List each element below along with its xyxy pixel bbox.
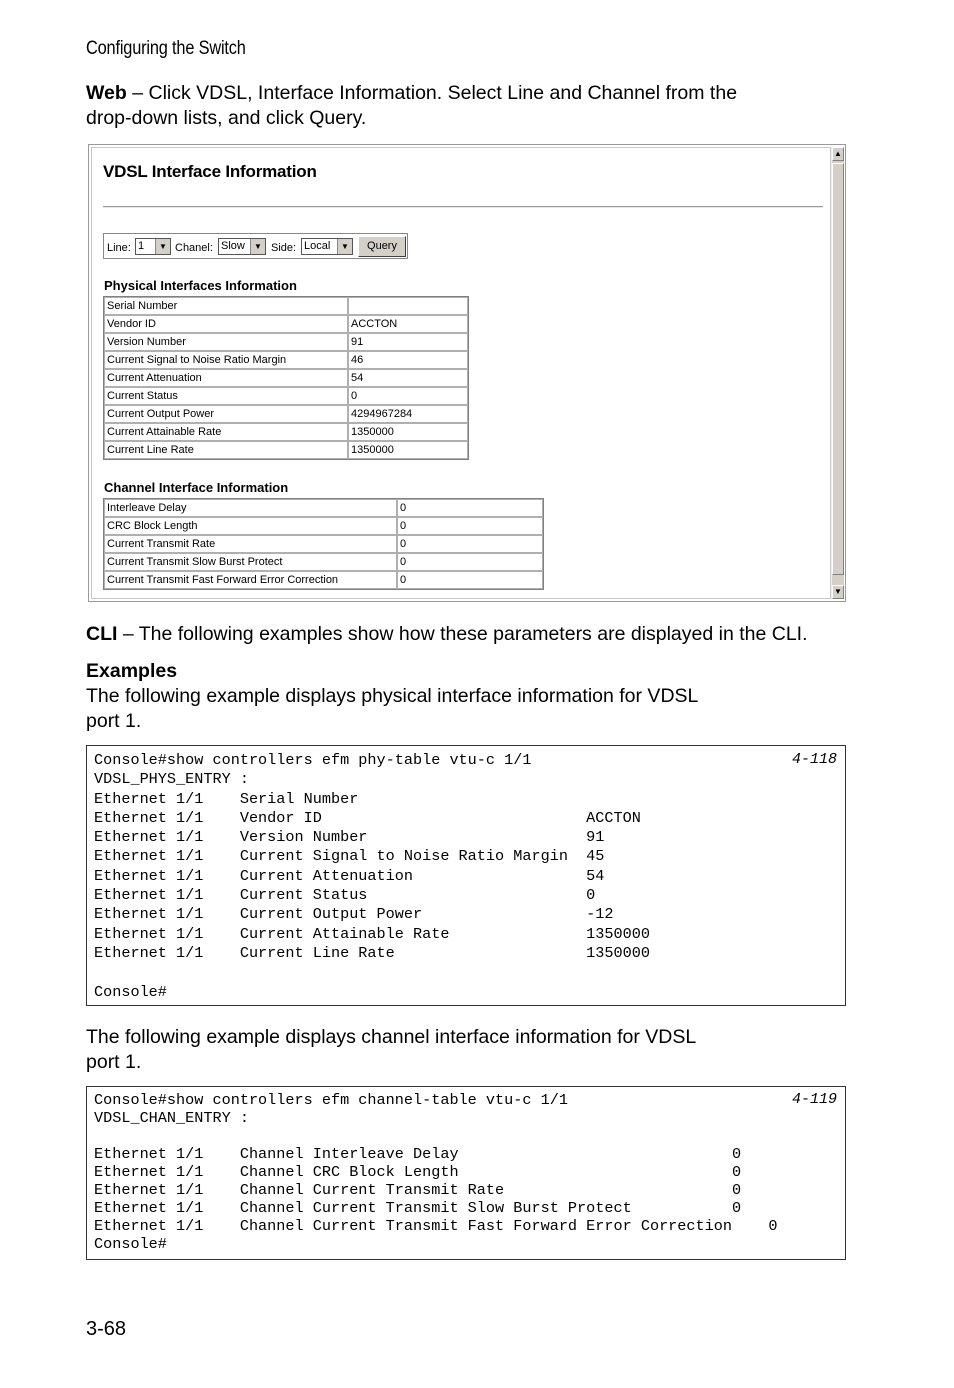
row-label: Current Status bbox=[104, 387, 348, 405]
row-label: Current Line Rate bbox=[104, 441, 348, 459]
row-label: Current Transmit Rate bbox=[104, 535, 397, 553]
chevron-down-icon: ▼ bbox=[155, 239, 170, 254]
physical-table-row bbox=[104, 405, 468, 423]
physical-table-row bbox=[104, 351, 468, 369]
chevron-down-icon: ▼ bbox=[250, 239, 265, 254]
physical-table-row bbox=[104, 297, 468, 315]
cli-label: CLI bbox=[86, 623, 118, 645]
row-label: Serial Number bbox=[104, 297, 348, 315]
example2-reference: 4-119 bbox=[791, 1091, 837, 1108]
row-value: ACCTON bbox=[348, 315, 468, 333]
chevron-down-icon: ▼ bbox=[337, 239, 352, 254]
channel-table-row bbox=[104, 571, 543, 589]
physical-info-table bbox=[103, 296, 469, 460]
row-value: 0 bbox=[397, 499, 543, 517]
line-select-value: 1 bbox=[138, 240, 145, 252]
running-header: Configuring the Switch bbox=[86, 38, 246, 59]
physical-section-heading: Physical Interfaces Information bbox=[104, 278, 297, 293]
query-form bbox=[103, 233, 408, 259]
row-value: 0 bbox=[397, 571, 543, 589]
physical-table-row bbox=[104, 387, 468, 405]
side-select[interactable] bbox=[301, 238, 353, 255]
web-text-line1: – Click VDSL, Interface Information. Select Line and Channel from the bbox=[126, 82, 738, 104]
example2-line1: The following example displays channel interface information for VDSL bbox=[86, 1026, 697, 1048]
row-value: 0 bbox=[348, 387, 468, 405]
row-value: 54 bbox=[348, 369, 468, 387]
row-label: Current Transmit Fast Forward Error Correction bbox=[104, 571, 397, 589]
row-label: Current Attenuation bbox=[104, 369, 348, 387]
physical-table-row bbox=[104, 369, 468, 387]
example1-reference: 4-118 bbox=[791, 751, 837, 768]
side-select-value: Local bbox=[304, 240, 331, 252]
examples-heading: Examples bbox=[86, 660, 178, 682]
row-label: Current Signal to Noise Ratio Margin bbox=[104, 351, 348, 369]
line-label: Line: bbox=[107, 242, 131, 254]
row-value: 4294967284 bbox=[348, 405, 468, 423]
web-instructions bbox=[86, 81, 737, 131]
ui-page-title: VDSL Interface Information bbox=[103, 162, 317, 181]
side-label: Side: bbox=[271, 242, 297, 254]
physical-table-row bbox=[104, 423, 468, 441]
title-divider bbox=[103, 206, 823, 208]
row-label: Interleave Delay bbox=[104, 499, 397, 517]
example1-line1: The following example displays physical interface information for VDSL bbox=[86, 685, 699, 707]
example1-code-block bbox=[86, 745, 846, 1006]
scroll-down-icon[interactable]: ▼ bbox=[832, 585, 844, 599]
row-label: CRC Block Length bbox=[104, 517, 397, 535]
query-button[interactable]: Query bbox=[358, 236, 406, 257]
row-value: 1350000 bbox=[348, 423, 468, 441]
chanel-select[interactable] bbox=[218, 238, 266, 255]
cli-text: – The following examples show how these parameters are displayed in the CLI. bbox=[117, 623, 808, 645]
scroll-up-icon[interactable]: ▲ bbox=[832, 147, 844, 161]
physical-table-row bbox=[104, 441, 468, 459]
scroll-thumb[interactable] bbox=[832, 163, 844, 575]
channel-table-row bbox=[104, 499, 543, 517]
cli-instructions bbox=[86, 622, 808, 647]
row-value: 0 bbox=[397, 553, 543, 571]
channel-table-row bbox=[104, 553, 543, 571]
chanel-label: Chanel: bbox=[175, 242, 213, 254]
chanel-select-value: Slow bbox=[221, 240, 245, 252]
web-label: Web bbox=[86, 82, 127, 104]
channel-info-table bbox=[103, 498, 544, 590]
row-value: 91 bbox=[348, 333, 468, 351]
row-value bbox=[348, 297, 468, 315]
example1-code: Console#show controllers efm phy-table vtu-c 1/1 VDSL_PHYS_ENTRY : Ethernet 1/1 Serial Number Ethernet 1/1 Vendor ID ACCTON Ethernet 1/1 Version Number 91 Ethernet 1/1 Current Signal to Noise Ratio Margin 45 Ethernet 1/1 Current Attenuation 54 Ethernet 1/1 Current Status 0 Ethernet 1/1 Current Output Power -12 Ethernet 1/1 Current Attainable Rate 1350000 Ethernet 1/1 Current Line Rate 1350000 Console# bbox=[94, 751, 650, 1001]
physical-table-row bbox=[104, 333, 468, 351]
row-value: 46 bbox=[348, 351, 468, 369]
page-number: 3-68 bbox=[86, 1318, 127, 1340]
channel-table-row bbox=[104, 535, 543, 553]
example1-line2: port 1. bbox=[86, 710, 142, 732]
row-label: Current Attainable Rate bbox=[104, 423, 348, 441]
vertical-scrollbar[interactable] bbox=[831, 147, 844, 599]
row-value: 1350000 bbox=[348, 441, 468, 459]
row-label: Current Output Power bbox=[104, 405, 348, 423]
line-select[interactable] bbox=[135, 238, 171, 255]
channel-table-row bbox=[104, 517, 543, 535]
example2-code-block bbox=[86, 1086, 846, 1260]
web-text-line2: drop-down lists, and click Query. bbox=[86, 107, 367, 129]
example2-line2: port 1. bbox=[86, 1051, 142, 1073]
row-label: Version Number bbox=[104, 333, 348, 351]
physical-table-row bbox=[104, 315, 468, 333]
row-label: Vendor ID bbox=[104, 315, 348, 333]
row-value: 0 bbox=[397, 535, 543, 553]
row-value: 0 bbox=[397, 517, 543, 535]
example1-description bbox=[86, 684, 698, 734]
example2-description bbox=[86, 1025, 696, 1075]
channel-section-heading: Channel Interface Information bbox=[104, 480, 289, 495]
example2-code: Console#show controllers efm channel-table vtu-c 1/1 VDSL_CHAN_ENTRY : Ethernet 1/1 Channel Interleave Delay 0 Ethernet 1/1 Channel CRC Block Length 0 Ethernet 1/1 Channel Current Transmit Rate 0 Ethernet 1/1 Channel Current Transmit Slow Burst Protect 0 Ethernet 1/1 Channel Current Transmit Fast Forward Error Correction 0 Console# bbox=[94, 1091, 778, 1253]
row-label: Current Transmit Slow Burst Protect bbox=[104, 553, 397, 571]
